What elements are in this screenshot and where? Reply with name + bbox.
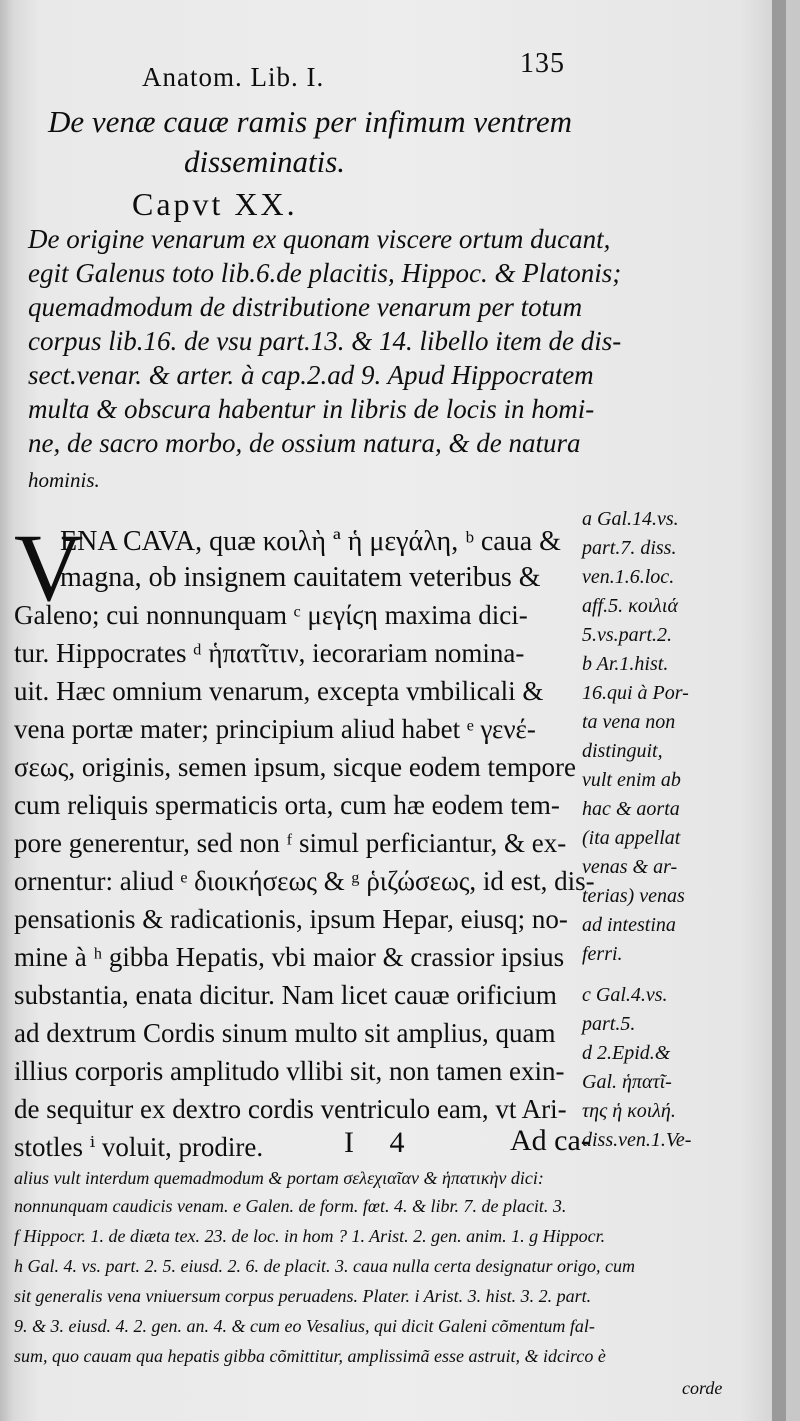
summary-line: De origine venarum ex quonam viscere ortum ducant, xyxy=(28,224,611,254)
body-line: tur. Hippocrates ᵈ ἡπατῖτιν, iecorariam nomina- xyxy=(14,638,525,668)
signature-mark: I 4 xyxy=(344,1126,419,1159)
body-line: uit. Hæc omnium venarum, excepta vmbilicali & xyxy=(14,676,544,706)
margin-note: Gal. ἡπατῖ- xyxy=(582,1071,672,1093)
margin-note: ferri. xyxy=(582,943,623,965)
margin-note: ad intestina xyxy=(582,914,676,936)
summary-line: egit Galenus toto lib.6.de placitis, Hippoc. & Platonis; xyxy=(28,258,622,288)
footnote-line: nonnunquam caudicis venam. e Galen. de form. fœt. 4. & libr. 7. de placit. 3. xyxy=(14,1196,567,1216)
running-title: Anatom. Lib. I. xyxy=(142,62,325,92)
footnote-line: sum, quo cauam qua hepatis gibba cõmittitur, amplissimã esse astruit, & idcirco è xyxy=(14,1346,606,1366)
body-line: ad dextrum Cordis sinum multo sit amplius, quam xyxy=(14,1018,556,1048)
footnote-line: sit generalis vena vniuersum corpus peruadens. Plater. i Arist. 3. hist. 3. 2. part. xyxy=(14,1286,592,1306)
summary-line: hominis. xyxy=(28,468,100,492)
margin-note: b Ar.1.hist. xyxy=(582,653,669,675)
body-line: ENA CAVA, quæ κοιλὴ ª ἡ μεγάλη, ᵇ caua & xyxy=(60,526,561,557)
body-line: illius corporis amplitudo vllibi sit, non tamen exin- xyxy=(14,1056,565,1086)
body-line: Galeno; cui nonnunquam ᶜ μεγίϛη maxima dici- xyxy=(14,600,528,630)
summary-line: quemadmodum de distributione venarum per totum xyxy=(28,292,583,322)
body-line: magna, ob insignem cauitatem veteribus & xyxy=(60,562,541,593)
margin-note: 5.vs.part.2. xyxy=(582,624,672,646)
margin-note: ven.1.6.loc. xyxy=(582,566,675,588)
body-line: σεως, originis, semen ipsum, sicque eodem tempore xyxy=(14,752,577,782)
margin-note: c Gal.4.vs. xyxy=(582,984,668,1006)
footnote-line: h Gal. 4. vs. part. 2. 5. eiusd. 2. 6. de placit. 3. caua nulla certa designatur origo, cum xyxy=(14,1256,635,1276)
summary-line: multa & obscura habentur in libris de locis in homi- xyxy=(28,394,595,424)
body-line: de sequitur ex dextro cordis ventriculo eam, vt Ari- xyxy=(14,1094,567,1124)
margin-note: της ἡ κοιλή. xyxy=(582,1100,676,1122)
catchword: Ad ca- xyxy=(510,1124,591,1157)
body-line: mine à ʰ gibba Hepatis, vbi maior & crassior ipsius xyxy=(14,942,565,972)
footnote-line: corde xyxy=(682,1378,723,1398)
summary-line: corpus lib.16. de vsu part.13. & 14. libello item de dis- xyxy=(28,326,622,356)
body-line: stotles ⁱ voluit, prodire. xyxy=(14,1132,264,1162)
section-title-line-1: De venæ cauæ ramis per infimum ventrem xyxy=(48,104,573,139)
drop-cap: V xyxy=(14,514,84,621)
margin-note: a Gal.14.vs. xyxy=(582,508,679,530)
margin-note: ta vena non xyxy=(582,711,676,733)
margin-note: hac & aorta xyxy=(582,798,680,820)
margin-note: distinguit, xyxy=(582,740,663,762)
body-line: substantia, enata dicitur. Nam licet cauæ orificium xyxy=(14,980,557,1010)
margin-note: part.7. diss. xyxy=(582,537,677,559)
body-line: pensationis & radicationis, ipsum Hepar, eiusq; no- xyxy=(14,904,568,934)
margin-note: (ita appellat xyxy=(582,827,681,849)
summary-line: ne, de sacro morbo, de ossium natura, & de natura xyxy=(28,428,581,458)
body-line: ornentur: aliud ᵉ διοικήσεως & ᵍ ῥιζώσεως, id est, dis- xyxy=(14,866,595,896)
body-line: vena portæ mater; principium aliud habet ᵉ γενέ- xyxy=(14,714,536,744)
footnote-line: 9. & 3. eiusd. 4. 2. gen. an. 4. & cum eo Vesalius, qui dicit Galeni cõmentum fal- xyxy=(14,1316,595,1336)
body-line: pore generentur, sed non ᶠ simul perficiantur, & ex- xyxy=(14,828,567,858)
margin-note: 16.qui à Por- xyxy=(582,682,689,704)
section-title-line-2: disseminatis. xyxy=(184,144,346,179)
footnote-line: alius vult interdum quemadmodum & portam σελεχιαῖαν & ἡπατικὴν dici: xyxy=(14,1168,544,1188)
margin-note: diss.ven.1.Ve- xyxy=(582,1129,692,1151)
page-edge xyxy=(772,0,786,1421)
margin-note: aff.5. κοιλιά xyxy=(582,595,678,617)
margin-note: part.5. xyxy=(582,1013,636,1035)
margin-note: d 2.Epid.& xyxy=(582,1042,671,1064)
margin-note: venas & ar- xyxy=(582,856,678,878)
chapter-heading: Capvt XX. xyxy=(132,186,298,222)
margin-note: vult enim ab xyxy=(582,769,681,791)
summary-line: sect.venar. & arter. à cap.2.ad 9. Apud Hippocratem xyxy=(28,360,594,390)
footnote-line: f Hippocr. 1. de diæta tex. 23. de loc. in hom ? 1. Arist. 2. gen. anim. 1. g Hippocr. xyxy=(14,1226,606,1246)
page-number: 135 xyxy=(520,48,565,79)
body-line: cum reliquis spermaticis orta, cum hæ eodem tem- xyxy=(14,790,560,820)
margin-note: terias) venas xyxy=(582,885,685,907)
